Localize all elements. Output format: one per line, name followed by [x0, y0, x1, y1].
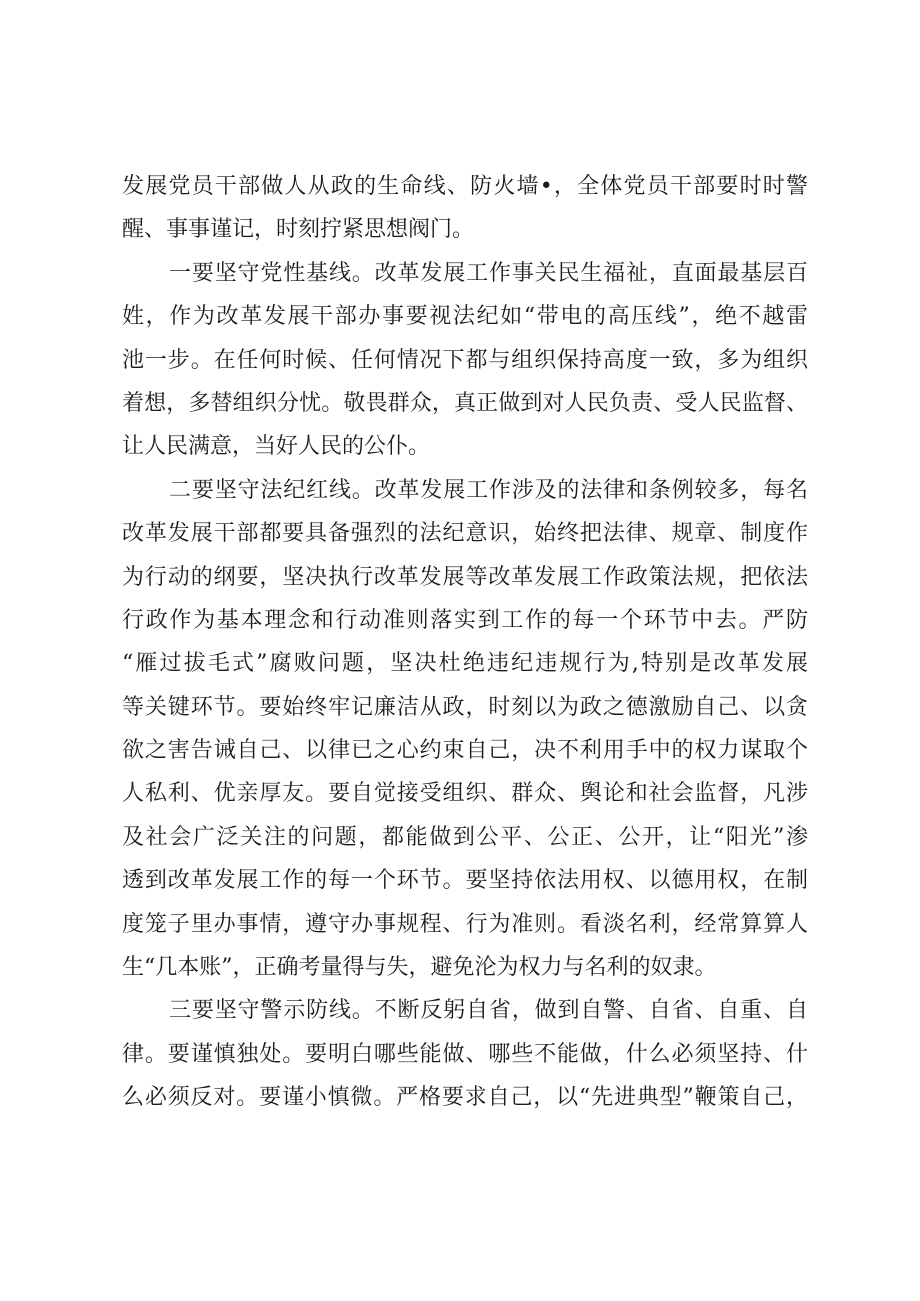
text-line: 度笼子里办事情，遵守办事规程、行为准则。看淡名利，经常算算人	[122, 911, 808, 937]
text-line: 透到改革发展工作的每一个环节。要坚持依法用权、以德用权，在制	[122, 868, 808, 894]
text-line: 着想，多替组织分忧。敬畏群众，真正做到对人民负责、受人民监督、	[122, 390, 808, 416]
text-line: 欲之害告诫自己、以律已之心约束自己，决不利用手中的权力谋取个	[122, 738, 808, 764]
paragraph-warning-defense-line	[122, 989, 808, 1119]
paragraph-law-discipline-redline	[122, 469, 808, 990]
text-line: 让人民满意，当好人民的公仆。	[122, 434, 431, 460]
text-line: 改革发展干部都要具备强烈的法纪意识，始终把法律、规章、制度作	[122, 521, 808, 547]
text-line: 二要坚守法纪红线。改革发展工作涉及的法律和条例较多，每名	[169, 477, 808, 503]
text-line: 池一步。在任何时候、任何情况下都与组织保持高度一致，多为组织	[122, 347, 808, 373]
text-line: 等关键环节。要始终牢记廉洁从政，时刻以为政之德激励自己、以贪	[122, 694, 808, 720]
text-line: 行政作为基本理念和行动准则落实到工作的每一个环节中去。严防	[122, 607, 808, 633]
text-line: 醒、事事谨记，时刻拧紧思想阀门。	[122, 217, 475, 243]
document-page	[122, 165, 808, 1120]
paragraph-continuation	[122, 165, 808, 252]
paragraph-party-spirit-baseline	[122, 252, 808, 469]
text-line: 生“几本账”，正确考量得与失，避免沦为权力与名利的奴隶。	[122, 955, 717, 981]
text-line: 发展党员干部做人从政的生命线、防火墙•，全体党员干部要时时警	[122, 174, 808, 199]
text-line: “雁过拔毛式”腐败问题，坚决杜绝违纪违规行为,特别是改革发展	[122, 651, 808, 677]
text-line: 么必须反对。要谨小慎微。严格要求自己，以“先进典型”鞭策自己，	[122, 1085, 808, 1111]
text-line: 为行动的纲要，坚决执行改革发展等改革发展工作政策法规，把依法	[122, 564, 808, 590]
text-line: 及社会广泛关注的问题，都能做到公平、公正、公开，让“阳光”渗	[122, 824, 808, 850]
text-line: 三要坚守警示防线。不断反躬自省，做到自警、自省、自重、自	[169, 998, 808, 1024]
text-line: 律。要谨慎独处。要明白哪些能做、哪些不能做，什么必须坚持、什	[122, 1041, 808, 1067]
text-line: 一要坚守党性基线。改革发展工作事关民生福祉，直面最基层百	[169, 260, 808, 286]
text-line: 人私利、优亲厚友。要自觉接受组织、群众、舆论和社会监督，凡涉	[122, 781, 808, 807]
text-line: 姓，作为改革发展干部办事要视法纪如“带电的高压线”，绝不越雷	[122, 304, 808, 330]
